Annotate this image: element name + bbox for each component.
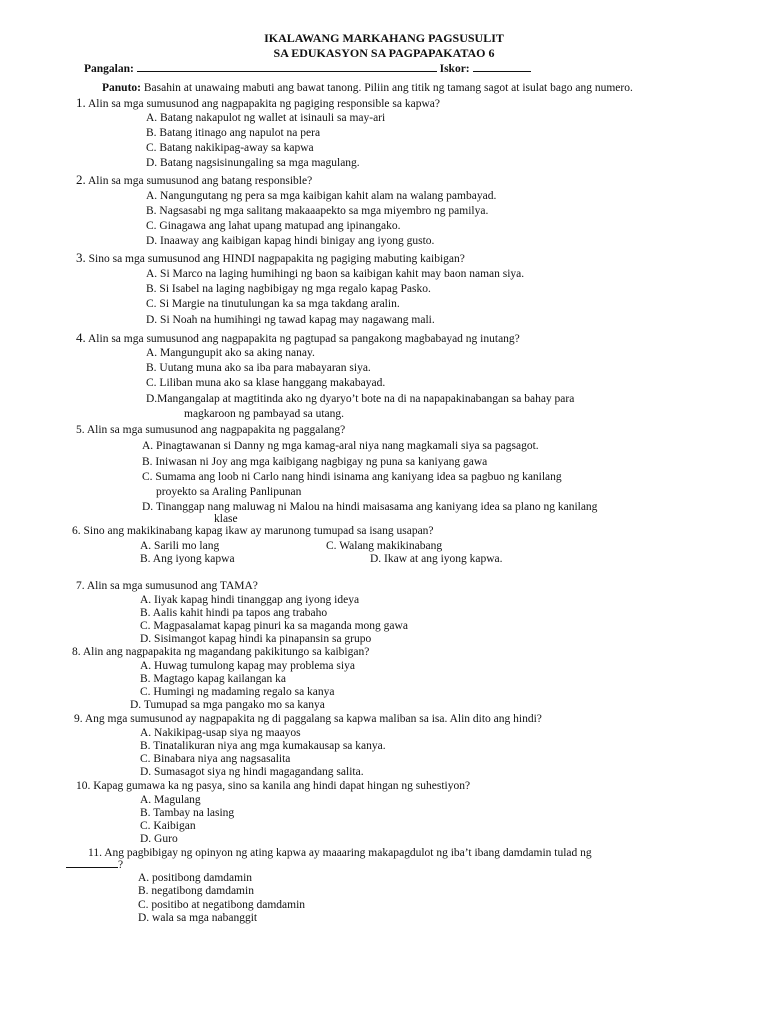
instructions — [102, 81, 633, 96]
q3-choice-b: B. Si Isabel na laging nagbibigay ng mga regalo kapag Pasko. — [146, 283, 431, 295]
question-number: 1. — [76, 95, 86, 110]
q9-choice-d: D. Sumasagot siya ng hindi magagandang salita. — [140, 766, 364, 778]
q2-choice-b: B. Nagsasabi ng mga salitang makaaapekto sa mga miyembro ng pamilya. — [146, 205, 489, 217]
q1-choice-d: D. Batang nagsisinungaling sa mga magulang. — [146, 157, 360, 169]
name-label: Pangalan: — [84, 63, 134, 75]
q1-choice-c: C. Batang nakikipag-away sa kapwa — [146, 142, 314, 154]
q4-choice-d: D.Mangangalap at magtitinda ako ng dyaryo’t bote na di na napapakinabangan sa bahay para — [146, 393, 575, 405]
q10-choice-d: D. Guro — [140, 833, 178, 845]
question-1 — [76, 95, 440, 112]
q11-answer-line — [66, 857, 123, 873]
name-score-row — [84, 61, 531, 77]
q11-question-mark: ? — [118, 859, 124, 871]
q8-choice-a: A. Huwag tumulong kapag may problema siya — [140, 660, 355, 672]
q9-choice-a: A. Nakikipag-usap siya ng maayos — [140, 727, 301, 739]
score-label: Iskor: — [439, 63, 470, 75]
q4-choice-d-continued: magkaroon ng pambayad sa utang. — [184, 408, 344, 420]
q5-choice-c-continued: proyekto sa Araling Panlipunan — [156, 486, 302, 498]
question-10: 10. Kapag gumawa ka ng pasya, sino sa kanila ang hindi dapat hingan ng suhestiyon? — [76, 780, 471, 792]
question-text: Alin sa mga sumusunod ang batang responsible? — [88, 175, 313, 187]
q10-choice-b: B. Tambay na lasing — [140, 807, 235, 819]
q6-choice-d: D. Ikaw at ang iyong kapwa. — [370, 553, 503, 565]
exam-title: IKALAWANG MARKAHANG PAGSUSULIT — [264, 31, 504, 45]
q1-choice-b: B. Batang itinago ang napulot na pera — [146, 127, 321, 139]
question-number: 2. — [76, 172, 86, 187]
q4-choice-b: B. Uutang muna ako sa iba para mabayaran siya. — [146, 362, 371, 374]
q5-choice-d-continued: klase — [214, 513, 238, 525]
q7-choice-a: A. Iiyak kapag hindi tinanggap ang iyong ideya — [140, 594, 360, 606]
question-5: 5. Alin sa mga sumusunod ang nagpapakita ng paggalang? — [76, 424, 346, 436]
q1-choice-a: A. Batang nakapulot ng wallet at isinauli sa may-ari — [146, 112, 386, 124]
question-text: Alin sa mga sumusunod ang nagpapakita ng pagtupad sa pangakong magbabayad ng inutang? — [88, 333, 520, 345]
instruction-label: Panuto: — [102, 82, 141, 94]
q2-choice-c: C. Ginagawa ang lahat upang matupad ang ipinangako. — [146, 220, 401, 232]
question-text: Alin sa mga sumusunod ang nagpapakita ng pagiging responsible sa kapwa? — [88, 98, 440, 110]
q5-choice-d: D. Tinanggap nang maluwag ni Malou na hindi maisasama ang kaniyang idea sa plano ng kanilang — [142, 501, 598, 513]
exam-subtitle: SA EDUKASYON SA PAGPAPAKATAO 6 — [273, 46, 495, 60]
question-11: 11. Ang pagbibigay ng opinyon ng ating kapwa ay maaaring makapagdulot ng iba’t ibang damdamin tulad ng — [88, 847, 592, 859]
question-2 — [76, 172, 312, 189]
question-6: 6. Sino ang makikinabang kapag ikaw ay marunong tumupad sa isang usapan? — [72, 525, 434, 537]
q6-choice-a: A. Sarili mo lang — [140, 540, 220, 552]
q7-choice-b: B. Aalis kahit hindi pa tapos ang trabaho — [140, 607, 328, 619]
question-4 — [76, 330, 520, 347]
q11-choice-a: A. positibong damdamin — [138, 872, 253, 884]
q5-choice-a: A. Pinagtawanan si Danny ng mga kamag-aral niya nang magkamali siya sa pagsagot. — [142, 440, 539, 452]
q10-choice-c: C. Kaibigan — [140, 820, 196, 832]
name-blank[interactable] — [137, 61, 437, 72]
q11-choice-c: C. positibo at negatibong damdamin — [138, 899, 306, 911]
q11-choice-b: B. negatibong damdamin — [138, 885, 254, 897]
q2-choice-a: A. Nangungutang ng pera sa mga kaibigan kahit alam na walang pambayad. — [146, 190, 497, 202]
q4-choice-c: C. Liliban muna ako sa klase hanggang makabayad. — [146, 377, 386, 389]
question-9: 9. Ang mga sumusunod ay nagpapakita ng di paggalang sa kapwa maliban sa isa. Alin dito ang hindi? — [74, 713, 542, 725]
question-3 — [76, 250, 465, 267]
q8-choice-c: C. Humingi ng madaming regalo sa kanya — [140, 686, 335, 698]
q8-choice-b: B. Magtago kapag kailangan ka — [140, 673, 286, 685]
q11-choice-d: D. wala sa mga nabanggit — [138, 912, 258, 924]
q7-choice-c: C. Magpasalamat kapag pinuri ka sa maganda mong gawa — [140, 620, 408, 632]
question-7: 7. Alin sa mga sumusunod ang TAMA? — [76, 580, 258, 592]
q8-choice-d: D. Tumupad sa mga pangako mo sa kanya — [130, 699, 325, 711]
answer-blank[interactable] — [66, 857, 118, 868]
q5-choice-c: C. Sumama ang loob ni Carlo nang hindi isinama ang kaniyang idea sa pagbuo ng kanilang — [142, 471, 562, 483]
q3-choice-d: D. Si Noah na humihingi ng tawad kapag may nagawang mali. — [146, 314, 435, 326]
q4-choice-a: A. Mangungupit ako sa aking nanay. — [146, 347, 315, 359]
q6-choice-b: B. Ang iyong kapwa — [140, 553, 235, 565]
q2-choice-d: D. Inaaway ang kaibigan kapag hindi binigay ang iyong gusto. — [146, 235, 435, 247]
question-8: 8. Alin ang nagpapakita ng magandang pakikitungo sa kaibigan? — [72, 646, 370, 658]
question-number: 3. — [76, 250, 86, 265]
q6-choice-c: C. Walang makikinabang — [326, 540, 443, 552]
score-blank[interactable] — [473, 61, 531, 72]
q9-choice-b: B. Tinatalikuran niya ang mga kumakausap sa kanya. — [140, 740, 386, 752]
q10-choice-a: A. Magulang — [140, 794, 201, 806]
q9-choice-c: C. Binabara niya ang nagsasalita — [140, 753, 291, 765]
q3-choice-c: C. Si Margie na tinutulungan ka sa mga takdang aralin. — [146, 298, 400, 310]
q7-choice-d: D. Sisimangot kapag hindi ka pinapansin sa grupo — [140, 633, 372, 645]
question-text: Sino sa mga sumusunod ang HINDI nagpapakita ng pagiging mabuting kaibigan? — [88, 253, 465, 265]
q3-choice-a: A. Si Marco na laging humihingi ng baon sa kaibigan kahit may baon naman siya. — [146, 268, 525, 280]
question-number: 4. — [76, 330, 86, 345]
q5-choice-b: B. Iniwasan ni Joy ang mga kaibigang nagbigay ng puna sa kaniyang gawa — [142, 456, 488, 468]
instruction-text: Basahin at unawaing mabuti ang bawat tanong. Piliin ang titik ng tamang sagot at isulat bago ang numero. — [143, 82, 633, 94]
